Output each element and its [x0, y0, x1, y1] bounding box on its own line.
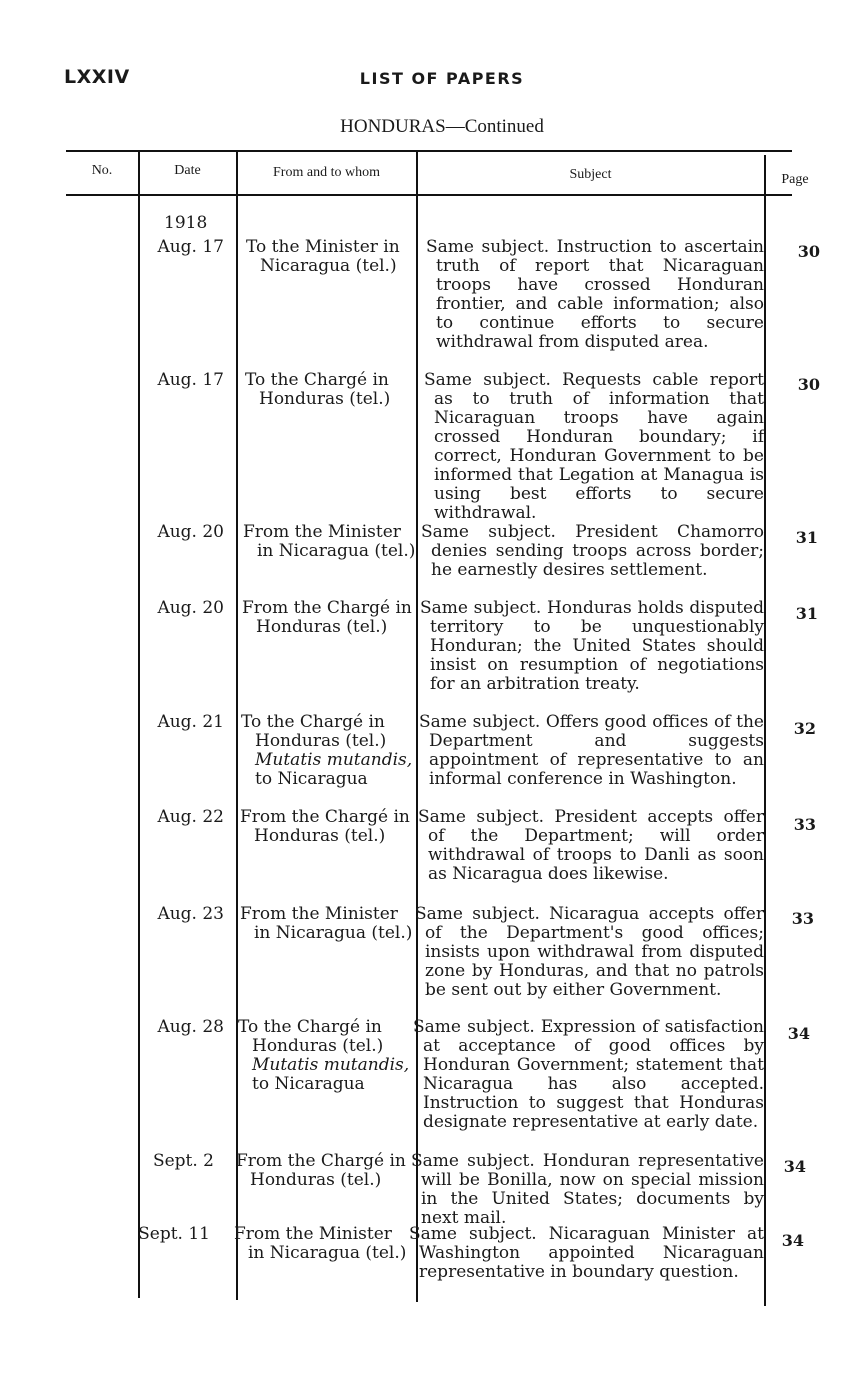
row-date: Aug. 20 — [157, 522, 224, 542]
row-subject: Same subject. Nicaraguan Minister at Washington appointed Nicaraguan representative in boundary question. — [409, 1224, 764, 1282]
column-header-date: Date — [174, 163, 201, 178]
row-from-main: To the Chargé in Honduras (tel.) — [238, 1017, 384, 1056]
row-page: 34 — [783, 1157, 806, 1176]
row-from: From the Chargé in Honduras (tel.) — [236, 1151, 406, 1190]
row-subject: Same subject. President accepts offer of the Department; will order withdrawal of troops to Danli as soon as Nicaragua does likewise. — [418, 807, 764, 884]
row-subject: Same subject. Honduras holds disputed territory to be unquestionably Honduran; the United States should insist on resumption of negotiations for an arbitration treaty. — [420, 598, 764, 694]
table-header-bottom-rule — [66, 194, 792, 196]
row-page: 34 — [781, 1231, 804, 1250]
row-page: 33 — [791, 909, 814, 928]
row-page: 30 — [797, 375, 820, 394]
row-date: Aug. 22 — [157, 807, 224, 827]
section-title: HONDURAS—Continued — [340, 116, 544, 137]
row-from — [238, 1018, 416, 1094]
row-page: 30 — [797, 242, 820, 261]
column-header-from: From and to whom — [273, 165, 380, 180]
row-date: Aug. 28 — [157, 1017, 224, 1037]
running-title: LIST OF PAPERS — [359, 69, 525, 88]
row-from: From the Chargé in Honduras (tel.) — [240, 807, 410, 846]
row-page: 31 — [795, 604, 818, 623]
page-number: LXXIV — [64, 66, 130, 88]
row-from: From the Chargé in Honduras (tel.) — [242, 598, 412, 637]
row-date: Aug. 23 — [157, 904, 224, 924]
row-from: To the Chargé in Honduras (tel.) — [245, 370, 391, 409]
row-from-tail: to Nicaragua — [255, 769, 368, 789]
row-subject: Same subject. Honduran representative will be Bonilla, now on special mission in the United States; documents by next mail. — [411, 1151, 764, 1228]
column-divider — [236, 152, 238, 1300]
row-from: From the Minister in Nicaragua (tel.) — [234, 1224, 407, 1263]
row-date: Aug. 20 — [157, 598, 224, 618]
row-from-tail: to Nicaragua — [252, 1074, 365, 1094]
row-subject: Same subject. Nicaragua accepts offer of the Department's good offices; insists upon withdrawal from disputed zone by Honduras, and that no patrols be sent out by either Government. — [415, 904, 764, 1000]
row-from: From the Minister in Nicaragua (tel.) — [240, 904, 413, 943]
column-header-subject: Subject — [569, 167, 612, 182]
row-page: 34 — [787, 1024, 810, 1043]
row-date: Aug. 21 — [157, 712, 224, 732]
row-page: 31 — [795, 528, 818, 547]
row-from-italic: Mutatis mutandis, — [255, 750, 413, 770]
row-subject: Same subject. Requests cable report as to truth of information that Nicaraguan troops have again crossed Honduran boundary; if correct, Honduran Government to be informed that Legation at Managua is using best efforts to secure withdrawal. — [424, 370, 764, 523]
row-from — [241, 713, 419, 789]
row-from-italic: Mutatis mutandis, — [252, 1055, 410, 1075]
row-date: Sept. 11 — [138, 1224, 210, 1244]
row-date: Aug. 17 — [157, 237, 224, 257]
row-date: Aug. 17 — [157, 370, 224, 390]
row-page: 32 — [793, 719, 816, 738]
row-subject: Same subject. President Chamorro denies sending troops across border; he earnestly desires settlement. — [421, 522, 764, 580]
row-subject: Same subject. Expression of satisfaction at acceptance of good offices by Honduran Government; statement that Nicaragua has also accepted. Instruction to suggest that Honduras designate representative at early date. — [413, 1017, 764, 1132]
table-top-rule — [66, 150, 792, 152]
column-header-page: Page — [781, 172, 809, 187]
row-from: To the Minister in Nicaragua (tel.) — [246, 237, 400, 276]
column-header-no: No. — [91, 163, 113, 178]
row-page: 33 — [793, 815, 816, 834]
row-subject: Same subject. Instruction to ascertain truth of report that Nicaraguan troops have crossed Honduran frontier, and cable information; also to continue efforts to secure withdrawal from disputed area. — [426, 237, 764, 352]
row-subject: Same subject. Offers good offices of the Department and suggests appointment of representative to an informal conference in Washington. — [419, 712, 764, 789]
year-label: 1918 — [164, 213, 208, 233]
row-date: Sept. 2 — [152, 1151, 214, 1171]
row-from-main: To the Chargé in Honduras (tel.) — [241, 712, 387, 751]
row-from: From the Minister in Nicaragua (tel.) — [243, 522, 416, 561]
